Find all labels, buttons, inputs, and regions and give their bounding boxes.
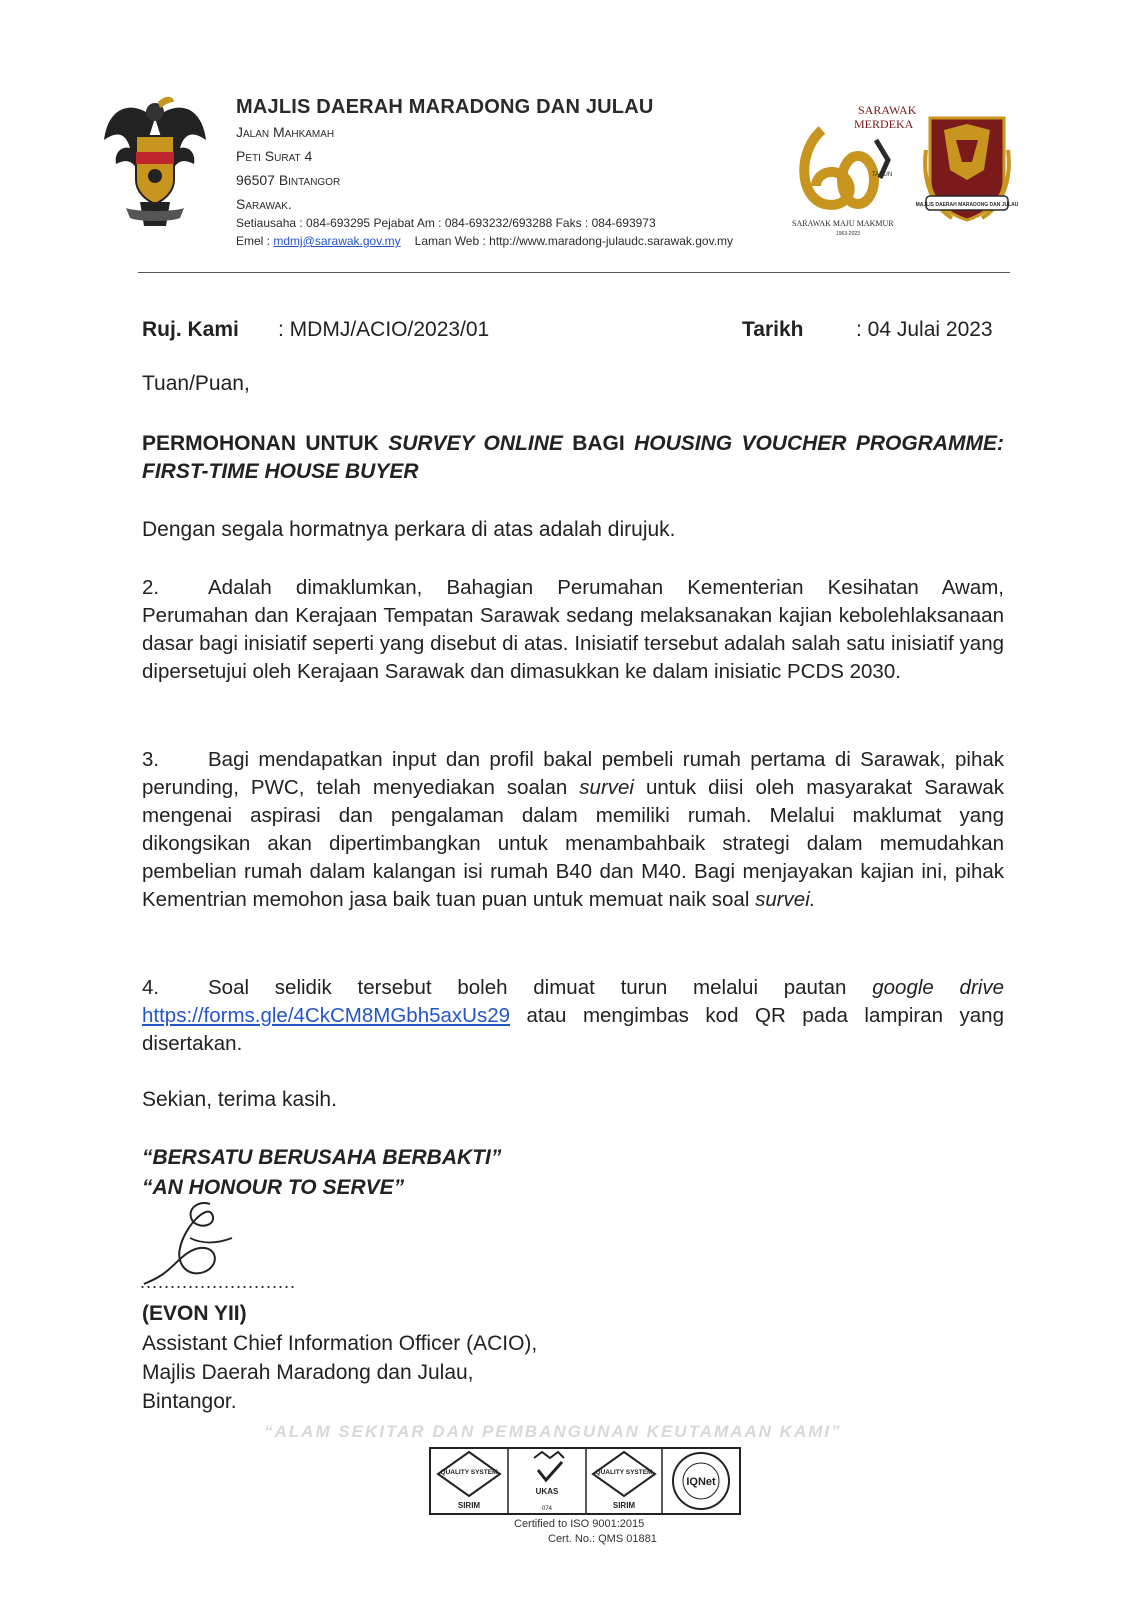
paragraph-text-italic: survei [579, 776, 634, 799]
subject-part-italic: SURVEY ONLINE [388, 432, 563, 455]
cert-label: SIRIM [612, 1501, 636, 1510]
paragraph-text: Adalah dimaklumkan, Bahagian Perumahan Kementerian Kesihatan Awam, Perumahan dan Kerajaan Tempatan Sarawak sedang melaksanakan kajian kebolehlaksanaan dasar bagi inisiatif seperti yang disebut di atas. Inisiatif tersebut adalah salah satu inisiatif yang dipersetujui oleh Kerajaan Sarawak dan dimasukkan ke dalam inisiatic PCDS 2030. [142, 576, 1004, 683]
website-text: Laman Web : http://www.maradong-julaudc.sarawak.gov.my [414, 234, 734, 248]
mdmj-council-emblem [915, 100, 1019, 230]
paragraph-text: Bagi mendapatkan input dan profil bakal pembeli rumah pertama di Sarawak, pihak perunding, PWC, telah menyediakan soalan [142, 748, 1004, 799]
paragraph-number: 4. [142, 976, 160, 999]
iso-certification-text: Certified to ISO 9001:2015 [514, 1518, 645, 1530]
signer-title: Assistant Chief Information Officer (ACIO), [142, 1332, 538, 1355]
cert-label: QUALITY SYSTEM [595, 1469, 653, 1476]
reference-label: Ruj. Kami [142, 318, 239, 341]
paragraph-text: Soal selidik tersebut boleh dimuat turun melalui pautan [208, 976, 873, 999]
merdeka-years: 1963-2023 [836, 231, 860, 237]
cert-label: IQNet [686, 1476, 716, 1488]
merdeka-tagline: SARAWAK MAJU MAKMUR [792, 219, 894, 228]
reference-number: : MDMJ/ACIO/2023/01 [278, 318, 490, 341]
salutation: Tuan/Puan, [142, 372, 250, 395]
paragraph-3 [142, 746, 1004, 914]
organization-name: MAJLIS DAERAH MARADONG DAN JULAU [236, 96, 654, 118]
paragraph-4 [142, 974, 1004, 1058]
email-link[interactable]: mdmj@sarawak.gov.my [273, 234, 401, 248]
emblem-banner-text: MAJLIS DAERAH MARADONG DAN JULAU [915, 202, 1019, 208]
subject-part: PERMOHONAN UNTUK [142, 432, 389, 455]
phone-fax-line: Setiausaha : 084-693295 Pejabat Am : 084-693232/693288 Faks : 084-693973 [236, 216, 656, 230]
paragraph-text-italic: google drive [872, 976, 1004, 999]
address-line: Peti Surat 4 [236, 148, 313, 164]
sarawak-coat-of-arms-logo [100, 88, 210, 238]
motto-line-2: “AN HONOUR TO SERVE” [142, 1176, 405, 1199]
date-value: : 04 Julai 2023 [856, 318, 993, 341]
sirim-quality-mark-2 [593, 1452, 655, 1510]
footer-motto: “ALAM SEKITAR DAN PEMBANGUNAN KEUTAMAAN KAMI” [264, 1422, 842, 1441]
signer-organization: Majlis Daerah Maradong dan Julau, [142, 1361, 474, 1384]
paragraph-text-italic: survei. [755, 888, 816, 911]
merdeka-line2: MERDEKA [854, 117, 914, 131]
paragraph-2 [142, 574, 1004, 686]
signature-dotted-line: .......................... [140, 1272, 297, 1292]
paragraph-number: 3. [142, 748, 160, 771]
cert-number-text: Cert. No.: QMS 01881 [548, 1533, 657, 1545]
email-web-line [236, 234, 733, 248]
subject-part: BAGI [562, 432, 635, 455]
motto-line-1: “BERSATU BERUSAHA BERBAKTI” [142, 1146, 502, 1169]
signer-location: Bintangor. [142, 1390, 237, 1413]
iqnet-mark [673, 1453, 729, 1509]
sarawak-merdeka-60-logo [792, 100, 917, 240]
letter-subject [142, 430, 1004, 486]
date-label: Tarikh [742, 318, 804, 341]
cert-label: QUALITY SYSTEM [440, 1469, 498, 1476]
merdeka-line1: SARAWAK [858, 103, 917, 117]
certification-logos [430, 1448, 740, 1514]
paragraph-text: atau mengimbas kod QR pada lampiran yang disertakan. [142, 1004, 1004, 1055]
header-divider [138, 272, 1010, 273]
paragraph-number: 2. [142, 576, 160, 599]
cert-number: 074 [541, 1506, 553, 1512]
signer-name: (EVON YII) [142, 1302, 247, 1325]
address-line: Sarawak. [236, 196, 292, 212]
ukas-mark [534, 1452, 564, 1512]
survey-form-link[interactable]: https://forms.gle/4CkCM8MGbh5axUs29 [142, 1004, 510, 1027]
cert-label: UKAS [535, 1487, 559, 1496]
paragraph-1: Dengan segala hormatnya perkara di atas adalah dirujuk. [142, 518, 676, 541]
email-label: Emel : [236, 234, 274, 248]
closing-line: Sekian, terima kasih. [142, 1088, 337, 1111]
paragraph-text: untuk diisi oleh masyarakat Sarawak mengenai aspirasi dan pengalaman dalam memiliki rumah. Melalui maklumat yang dikongsikan akan dipertimbangkan untuk menambahbaik strategi dalam memudahkan pembelian rumah dalam kalangan isi rumah B40 dan M40. Bagi menjayakan kajian ini, pihak Kementrian memohon jasa baik tuan puan untuk memuat naik soal [142, 776, 1004, 911]
cert-label: SIRIM [457, 1501, 481, 1510]
address-line: 96507 Bintangor [236, 172, 341, 188]
address-line: Jalan Mahkamah [236, 124, 335, 140]
merdeka-tahun: TAHUN [872, 172, 893, 178]
subject-part-italic: HOUSING VOUCHER PROGRAMME: FIRST-TIME HOUSE BUYER [142, 432, 1004, 483]
sirim-quality-mark-1 [438, 1452, 500, 1510]
